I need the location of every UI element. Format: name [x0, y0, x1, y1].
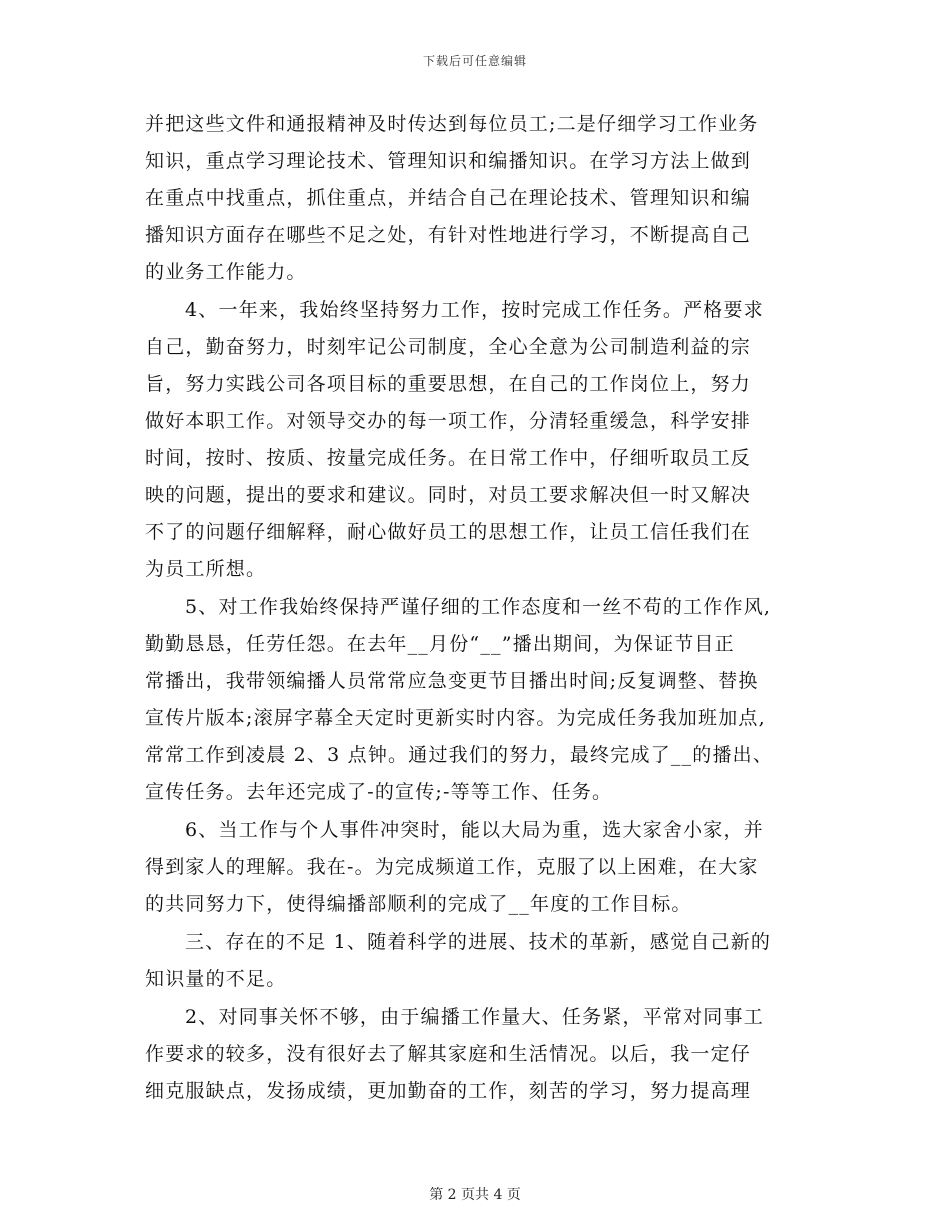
text-line: 知识量的不足。: [145, 968, 287, 990]
paragraph-start-line: 4、一年来，我始终坚持努力工作，按时完成工作任务。严格要求: [185, 299, 764, 321]
text-line: 宣传任务。去年还完成了-的宣传;-等等工作、任务。: [145, 781, 613, 803]
text-line: 在重点中找重点，抓住重点，并结合自己在理论技术、管理知识和编: [145, 187, 752, 209]
paragraph-start-line: 6、当工作与个人事件冲突时，能以大局为重，选大家舍小家，并: [185, 819, 764, 841]
text-line: 旨，努力实践公司各项目标的重要思想，在自己的工作岗位上，努力: [145, 373, 752, 395]
paragraph-start-line: 5、对工作我始终保持严谨仔细的工作态度和一丝不苟的工作作风,: [185, 596, 772, 618]
paragraph-start-line: 2、对同事关怀不够，由于编播工作量大、任务紧，平常对同事工: [185, 1006, 764, 1028]
page-header: 下载后可任意编辑: [422, 54, 527, 68]
text-line: 播知识方面存在哪些不足之处，有针对性地进行学习，不断提高自己: [145, 224, 752, 246]
text-line: 知识，重点学习理论技术、管理知识和编播知识。在学习方法上做到: [145, 150, 752, 172]
text-line: 并把这些文件和通报精神及时传达到每位员工;二是仔细学习工作业务: [145, 113, 759, 135]
text-line: 自己，勤奋努力，时刻牢记公司制度，全心全意为公司制造利益的宗: [145, 336, 752, 358]
text-line: 不了的问题仔细解释，耐心做好员工的思想工作，让员工信任我们在: [145, 521, 752, 543]
paragraph-start-line: 三、存在的不足 1、随着科学的进展、技术的革新，感觉自己新的: [185, 931, 772, 953]
text-line: 得到家人的理解。我在-。为完成频道工作，克服了以上困难，在大家: [145, 856, 759, 878]
text-line: 映的问题，提出的要求和建议。同时，对员工要求解决但一时又解决: [145, 484, 752, 506]
text-line: 为员工所想。: [145, 558, 267, 580]
text-line: 勤勤恳恳，任劳任怨。在去年__月份“__”播出期间，为保证节目正: [145, 633, 735, 655]
page-number-footer: 第 2 页共 4 页: [429, 1187, 521, 1203]
text-line: 时间，按时、按质、按量完成任务。在日常工作中，仔细听取员工反: [145, 447, 752, 469]
text-line: 细克服缺点，发扬成绩，更加勤奋的工作，刻苦的学习，努力提高理: [145, 1080, 752, 1102]
text-line: 常常工作到凌晨 2、3 点钟。通过我们的努力，最终完成了__的播出、: [145, 744, 774, 766]
text-line: 的业务工作能力。: [145, 261, 307, 283]
text-line: 常播出，我带领编播人员常常应急变更节目播出时间;反复调整、替换: [145, 670, 759, 692]
text-line: 宣传片版本;滚屏字幕全天定时更新实时内容。为完成任务我加班加点,: [145, 707, 766, 729]
text-line: 的共同努力下，使得编播部顺利的完成了__年度的工作目标。: [145, 893, 692, 915]
text-line: 作要求的较多，没有很好去了解其家庭和生活情况。以后，我一定仔: [145, 1043, 752, 1065]
text-line: 做好本职工作。对领导交办的每一项工作，分清轻重缓急，科学安排: [145, 410, 752, 432]
